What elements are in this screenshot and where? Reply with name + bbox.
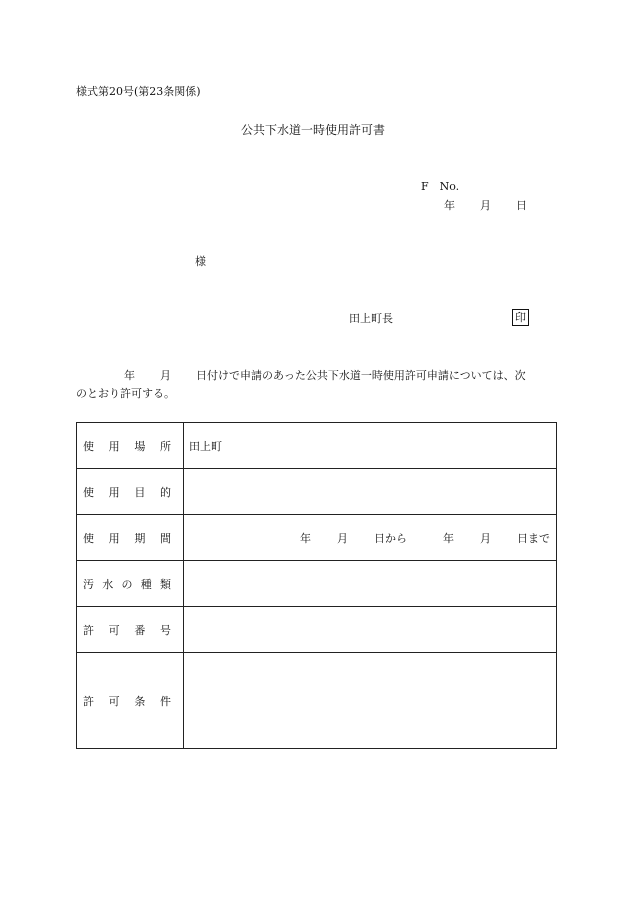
issue-date-month: 月 xyxy=(480,199,491,212)
application-month: 月 xyxy=(160,369,171,382)
document-title: 公共下水道一時使用許可書 xyxy=(241,123,386,137)
period-from-year: 年 xyxy=(300,531,311,545)
body-text: 日付けで申請のあった公共下水道一時使用許可申請については、次 xyxy=(196,369,526,382)
sewage-type-value xyxy=(184,561,557,607)
period-fields xyxy=(189,530,556,546)
period-to-month: 月 xyxy=(480,531,491,545)
form-id: 様式第20号(第23条関係) xyxy=(76,85,201,98)
permit-table xyxy=(76,422,557,749)
label-permit-number: 許 可 番 号 xyxy=(83,623,171,637)
period-value xyxy=(184,515,557,561)
addressee-suffix: 様 xyxy=(195,255,206,268)
label-period: 使 用 期 間 xyxy=(83,531,171,545)
row-label xyxy=(77,653,184,749)
table-row xyxy=(77,423,557,469)
table-row xyxy=(77,607,557,653)
table-row xyxy=(77,515,557,561)
row-label xyxy=(77,469,184,515)
location-value: 田上町 xyxy=(184,423,557,469)
seal-mark: 印 xyxy=(512,309,529,326)
label-conditions: 許 可 条 件 xyxy=(83,694,171,708)
purpose-value xyxy=(184,469,557,515)
row-label xyxy=(77,515,184,561)
table-row xyxy=(77,561,557,607)
period-from-day: 日から xyxy=(374,531,407,545)
table-row xyxy=(77,653,557,749)
body-text-line2: のとおり許可する。 xyxy=(76,387,175,400)
application-year: 年 xyxy=(124,369,135,382)
issuer-name: 田上町長 xyxy=(349,312,393,325)
table-row xyxy=(77,469,557,515)
row-label xyxy=(77,607,184,653)
period-to-day: 日まで xyxy=(517,531,550,545)
label-location: 使 用 場 所 xyxy=(83,439,171,453)
label-sewage-type: 汚 水 の 種 類 xyxy=(83,577,171,591)
permit-number-value xyxy=(184,607,557,653)
issue-date-day: 日 xyxy=(516,199,527,212)
issue-date-year: 年 xyxy=(444,199,455,212)
label-purpose: 使 用 目 的 xyxy=(83,485,171,499)
document-number: F No. xyxy=(421,180,460,193)
conditions-value xyxy=(184,653,557,749)
row-label xyxy=(77,423,184,469)
period-to-year: 年 xyxy=(443,531,454,545)
row-label xyxy=(77,561,184,607)
period-from-month: 月 xyxy=(337,531,348,545)
